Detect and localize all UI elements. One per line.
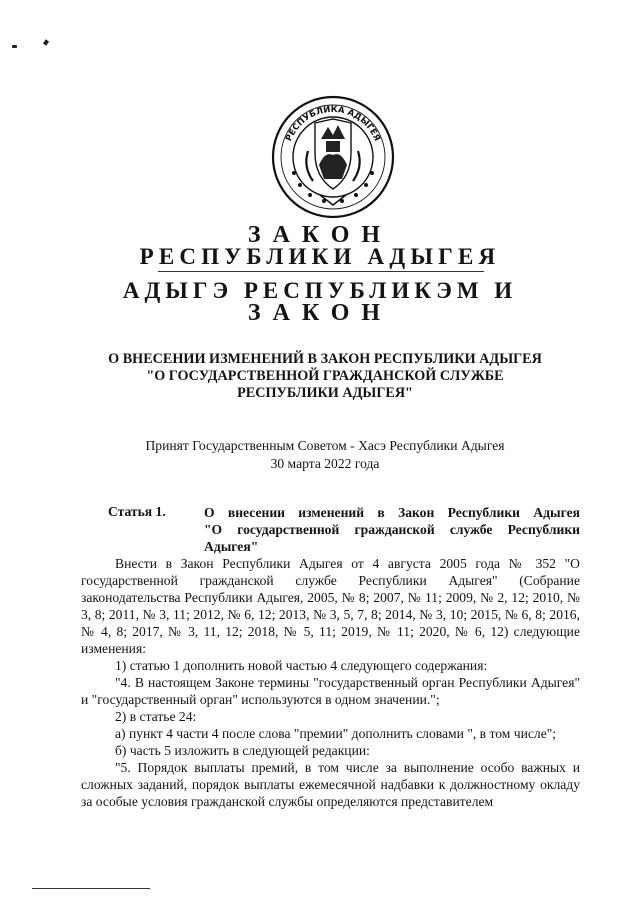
header-title-line2: РЕСПУБЛИКИ АДЫГЕЯ	[139, 244, 501, 269]
body-paragraph: б) часть 5 изложить в следующей редакции:	[115, 743, 370, 758]
scan-artifact	[43, 39, 49, 45]
article-body	[81, 555, 580, 810]
footnote-divider	[32, 888, 150, 889]
body-paragraph: 2) в статье 24:	[115, 709, 197, 724]
article-title-line2: "О государственной гражданской службе Республики	[204, 522, 580, 537]
coat-of-arms-icon	[270, 95, 396, 219]
header-divider	[158, 271, 484, 272]
adoption-note-line1: Принят Государственным Советом - Хасэ Республики Адыгея	[145, 438, 505, 453]
svg-text:РЕСПУБЛИКА АДЫГЕЯ: РЕСПУБЛИКА АДЫГЕЯ	[284, 104, 382, 143]
body-paragraph: Внести в Закон Республики Адыгея от 4 августа 2005 года № 352 "О государственной гражданской службе Республики Адыгея" (Собрание законодательства Республики Адыгея, 2005, № 8; 2007, № 11; 2009, № 2, 12; 2010, № 3, 8; 2011, № 3, 11; 2012, № 6, 12; 2013, № 3, 5, 7, 8; 2014, № 3, 10; 2015, № 6, 8; 2016, № 4, 8; 2017, № 3, 11, 12; 2018, № 5, 11; 2019, № 11; 2020, № 6, 12) следующие изменения:	[81, 556, 580, 656]
law-title-line3: РЕСПУБЛИКИ АДЫГЕЯ"	[237, 385, 413, 401]
header-title-line4: ЗАКОН	[247, 300, 393, 326]
body-paragraph: "4. В настоящем Законе термины "государственный орган Республики Адыгея" и "государственный орган" используются в одном значении.";	[81, 675, 580, 707]
law-title	[60, 351, 590, 402]
body-paragraph: а) пункт 4 части 4 после слова "премии" дополнить словами ", в том числе";	[115, 726, 557, 741]
header-title-line1: ЗАКОН	[247, 222, 393, 248]
article-title-line1: О внесении изменений в Закон Республики Адыгея	[204, 505, 580, 520]
scan-artifact	[12, 45, 17, 48]
body-paragraph: 1) статью 1 дополнить новой частью 4 следующего содержания:	[115, 658, 488, 673]
header-title-line3: АДЫГЭ РЕСПУБЛИКЭМ И	[122, 278, 518, 303]
article-title	[204, 504, 580, 555]
adoption-note	[60, 437, 590, 473]
law-title-line2: "О ГОСУДАРСТВЕННОЙ ГРАЖДАНСКОЙ СЛУЖБЕ	[146, 368, 504, 384]
law-title-line1: О ВНЕСЕНИИ ИЗМЕНЕНИЙ В ЗАКОН РЕСПУБЛИКИ АДЫГЕЯ	[108, 351, 542, 367]
article-title-line3: Адыгея"	[204, 539, 259, 554]
body-paragraph: "5. Порядок выплаты премий, в том числе за выполнение особо важных и сложных заданий, порядок выплаты ежемесячной надбавки к должностному окладу за особые условия гражданской службы определяются представителем	[81, 760, 580, 809]
adoption-date: 30 марта 2022 года	[270, 456, 380, 471]
article-label: Статья 1.	[108, 504, 166, 519]
